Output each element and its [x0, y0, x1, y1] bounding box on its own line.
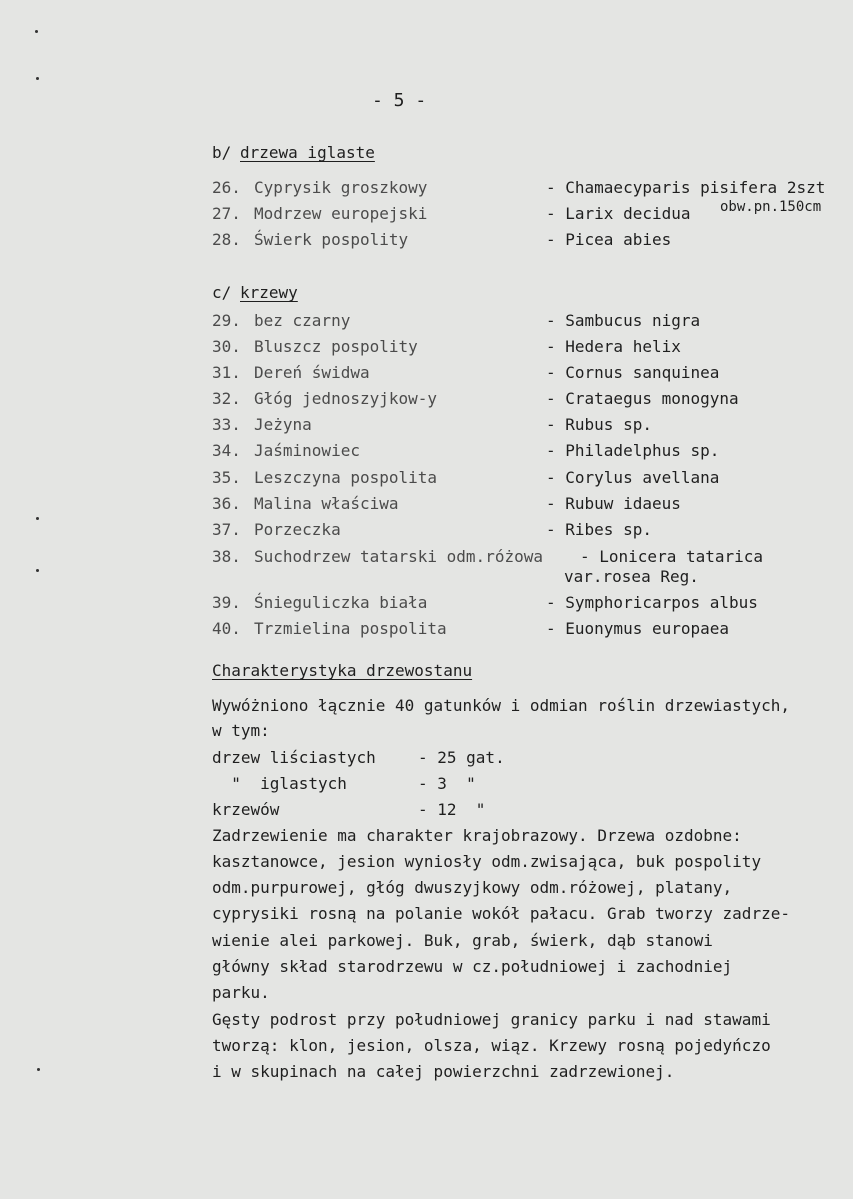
list-item-number: 33.	[212, 415, 241, 434]
list-item-number: 29.	[212, 311, 241, 330]
list-item-latin: - Crataegus monogyna	[546, 389, 739, 408]
count-label: krzewów	[212, 800, 280, 819]
list-item-name: Trzmielina pospolita	[254, 619, 447, 638]
list-item-latin: - Hedera helix	[546, 337, 681, 356]
list-item-name: Jeżyna	[254, 415, 312, 434]
paragraph-line: Zadrzewienie ma charakter krajobrazowy. Drzewa ozdobne:	[212, 826, 742, 845]
list-item-number: 31.	[212, 363, 241, 382]
intro-line: Wywóżniono łącznie 40 gatunków i odmian roślin drzewiastych,	[212, 696, 790, 715]
list-item-name: Dereń świdwa	[254, 363, 370, 382]
list-item-name: Bluszcz pospolity	[254, 337, 418, 356]
list-item-name: Śnieguliczka biała	[254, 593, 428, 612]
section-c-prefix: c/	[212, 283, 232, 302]
list-item-number: 35.	[212, 468, 241, 487]
list-item-name: Porzeczka	[254, 520, 341, 539]
list-item-latin: - Picea abies	[546, 230, 672, 249]
list-item-latin: - Ribes sp.	[546, 520, 652, 539]
paragraph-line: odm.purpurowej, głóg dwuszyjkowy odm.różowej, platany,	[212, 878, 733, 897]
list-item-name: Malina właściwa	[254, 494, 399, 513]
list-item-latin-variety: var.rosea Reg.	[564, 567, 699, 586]
list-item-number: 40.	[212, 619, 241, 638]
list-item-latin: - Euonymus europaea	[546, 619, 730, 638]
list-item-number: 38.	[212, 547, 241, 566]
list-item-latin: - Rubuw idaeus	[546, 494, 681, 513]
list-item-name: Leszczyna pospolita	[254, 468, 438, 487]
list-item-number: 26.	[212, 178, 241, 197]
margin-mark	[37, 1068, 40, 1071]
list-item-number: 32.	[212, 389, 241, 408]
characteristics-heading: Charakterystyka drzewostanu	[212, 661, 473, 680]
margin-mark	[36, 569, 39, 572]
list-item-name: Suchodrzew tatarski odm.różowa	[254, 547, 543, 566]
list-item-latin: - Philadelphus sp.	[546, 441, 720, 460]
margin-mark	[36, 77, 39, 80]
count-value: - 12 "	[418, 800, 486, 819]
page-number: - 5 -	[372, 90, 427, 111]
list-item-number: 30.	[212, 337, 241, 356]
paragraph-line: parku.	[212, 983, 270, 1002]
list-item-latin: - Symphoricarpos albus	[546, 593, 758, 612]
paragraph-line: i w skupinach na całej powierzchni zadrzewionej.	[212, 1062, 675, 1081]
list-item-number: 27.	[212, 204, 241, 223]
list-item-latin: - Corylus avellana	[546, 468, 720, 487]
list-item-number: 36.	[212, 494, 241, 513]
paragraph-line: tworzą: klon, jesion, olsza, wiąz. Krzewy rosną pojedyńczo	[212, 1036, 771, 1055]
list-item-name: Cyprysik groszkowy	[254, 178, 428, 197]
list-item-name: Jaśminowiec	[254, 441, 360, 460]
list-item-note: obw.pn.150cm	[720, 199, 822, 215]
list-item-name: Głóg jednoszyjkow-y	[254, 389, 438, 408]
count-label: " iglastych	[212, 774, 347, 793]
section-b-prefix: b/	[212, 143, 232, 162]
count-value: - 25 gat.	[418, 748, 505, 767]
margin-mark	[36, 517, 39, 520]
list-item-number: 28.	[212, 230, 241, 249]
list-item-name: Świerk pospolity	[254, 230, 409, 249]
paragraph-line: cyprysiki rosną na polanie wokół pałacu. Grab tworzy zadrze-	[212, 904, 790, 923]
list-item-name: bez czarny	[254, 311, 351, 330]
list-item-name: Modrzew europejski	[254, 204, 428, 223]
list-item-latin: - Rubus sp.	[546, 415, 652, 434]
list-item-number: 39.	[212, 593, 241, 612]
list-item-latin: - Cornus sanquinea	[546, 363, 720, 382]
count-label: drzew liściastych	[212, 748, 376, 767]
paragraph-line: główny skład starodrzewu w cz.południowej i zachodniej	[212, 957, 733, 976]
list-item-number: 37.	[212, 520, 241, 539]
list-item-latin: - Lonicera tatarica	[580, 547, 764, 566]
paragraph-line: Gęsty podrost przy południowej granicy parku i nad stawami	[212, 1010, 771, 1029]
section-b-heading: drzewa iglaste	[240, 143, 375, 162]
intro-line: w tym:	[212, 721, 270, 740]
margin-mark	[35, 30, 38, 33]
paragraph-line: wienie alei parkowej. Buk, grab, świerk, dąb stanowi	[212, 931, 713, 950]
count-value: - 3 "	[418, 774, 476, 793]
list-item-latin: - Sambucus nigra	[546, 311, 701, 330]
list-item-number: 34.	[212, 441, 241, 460]
list-item-latin: - Larix decidua	[546, 204, 691, 223]
list-item-latin: - Chamaecyparis pisifera 2szt	[546, 178, 826, 197]
section-c-heading: krzewy	[240, 283, 298, 302]
paragraph-line: kasztanowce, jesion wyniosły odm.zwisająca, buk pospolity	[212, 852, 762, 871]
